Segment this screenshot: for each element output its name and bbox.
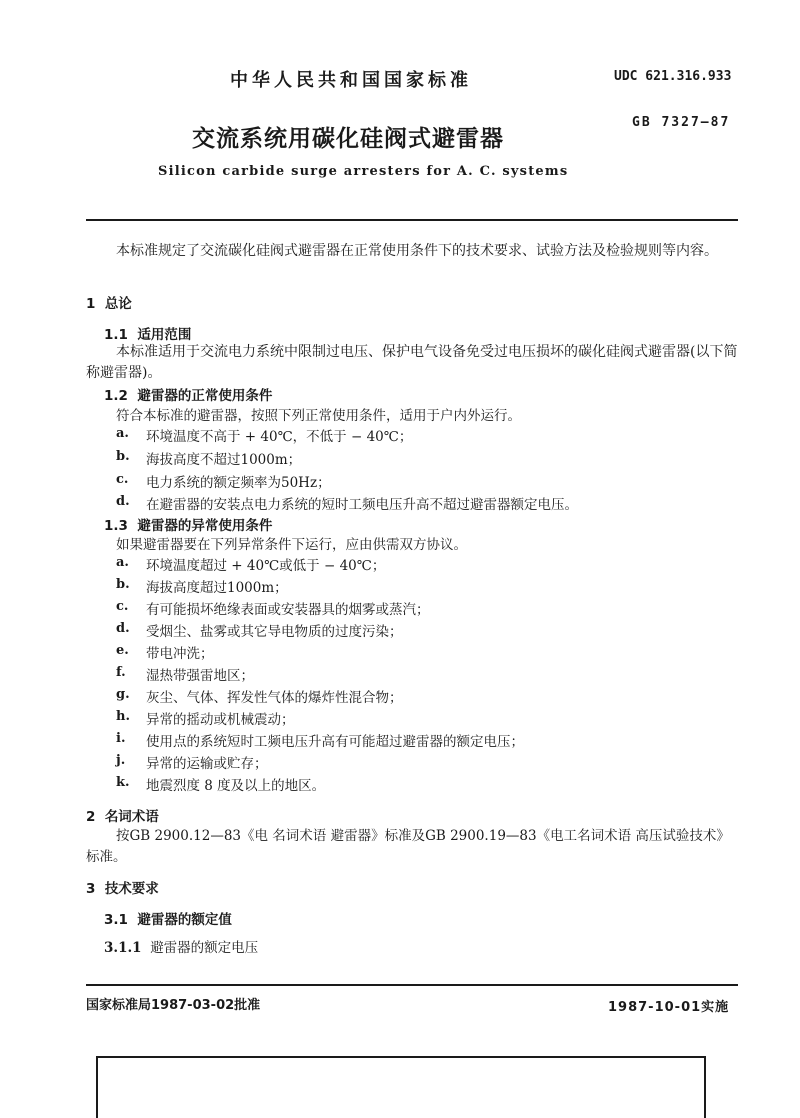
list-label: d. bbox=[116, 494, 130, 509]
list-label: d. bbox=[116, 621, 130, 636]
section-title: 避雷器的额定电压 bbox=[150, 940, 259, 956]
section-title: 适用范围 bbox=[137, 327, 192, 343]
list-item: 海拔高度不超过1000m； bbox=[146, 452, 302, 468]
section-number: 2 bbox=[86, 809, 96, 825]
list-label: j. bbox=[116, 753, 126, 768]
list-label: f. bbox=[116, 665, 126, 680]
section-number: 1 bbox=[86, 296, 96, 312]
list-item: 带电冲洗； bbox=[146, 646, 214, 662]
list-item: 环境温度不高于 + 40℃，不低于 − 40℃； bbox=[146, 429, 413, 445]
page-border-box bbox=[96, 1056, 706, 1118]
section-number: 1.2 bbox=[104, 388, 128, 404]
section-3-heading bbox=[86, 877, 159, 897]
list-item: 受烟尘、盐雾或其它导电物质的过度污染； bbox=[146, 624, 403, 640]
list-label: c. bbox=[116, 599, 129, 614]
list-item: 环境温度超过 + 40℃或低于 − 40℃； bbox=[146, 558, 386, 574]
section-title: 总论 bbox=[104, 296, 132, 312]
list-label: g. bbox=[116, 687, 130, 702]
effective-date: 1987-10-01实施 bbox=[608, 1000, 730, 1015]
intro-paragraph: 本标准规定了交流碳化硅阀式避雷器在正常使用条件下的技术要求、试验方法及检验规则等内容。 bbox=[116, 243, 718, 259]
list-label: k. bbox=[116, 775, 130, 790]
section-title: 技术要求 bbox=[104, 881, 159, 897]
list-item: 在避雷器的安装点电力系统的短时工频电压升高不超过避雷器额定电压。 bbox=[146, 497, 578, 513]
section-title: 避雷器的异常使用条件 bbox=[137, 518, 273, 534]
section-number: 1.3 bbox=[104, 518, 128, 534]
section-2-heading bbox=[86, 805, 159, 825]
section-number: 1.1 bbox=[104, 327, 128, 343]
section-1-1-heading bbox=[104, 323, 191, 343]
document-title-cn: 交流系统用碳化硅阀式避雷器 bbox=[192, 126, 504, 152]
section-title: 避雷器的额定值 bbox=[137, 912, 232, 928]
udc-code: UDC 621.316.933 bbox=[614, 69, 732, 84]
list-item: 有可能损坏绝缘表面或安装器具的烟雾或蒸汽； bbox=[146, 602, 430, 618]
list-label: a. bbox=[116, 555, 129, 570]
list-label: b. bbox=[116, 449, 130, 464]
section-2-text: 按GB 2900.12—83《电 名词术语 避雷器》标准及GB 2900.19—83《电工名词术语 高压试验技术》标准。 bbox=[86, 828, 730, 865]
section-number: 3.1 bbox=[104, 912, 128, 928]
list-label: h. bbox=[116, 709, 130, 724]
list-label: c. bbox=[116, 472, 129, 487]
list-label: b. bbox=[116, 577, 130, 592]
section-1-2-lead: 符合本标准的避雷器，按照下列正常使用条件，适用于户内外运行。 bbox=[116, 408, 521, 424]
list-label: e. bbox=[116, 643, 129, 658]
section-1-2-heading bbox=[104, 384, 272, 404]
header-rule bbox=[86, 219, 738, 221]
section-1-3-heading bbox=[104, 514, 272, 534]
list-label: a. bbox=[116, 426, 129, 441]
list-item: 异常的运输或贮存； bbox=[146, 756, 268, 772]
section-1-1-text: 本标准适用于交流电力系统中限制过电压、保护电气设备免受过电压损坏的碳化硅阀式避雷器(以下简称避雷器)。 bbox=[86, 344, 738, 381]
list-item: 电力系统的额定频率为50Hz； bbox=[146, 475, 331, 491]
section-3-1-1-heading bbox=[104, 936, 258, 956]
section-title: 名词术语 bbox=[104, 809, 159, 825]
section-3-1-heading bbox=[104, 908, 232, 928]
footer-rule bbox=[86, 984, 738, 986]
issuing-body: 中华人民共和国国家标准 bbox=[230, 70, 472, 91]
approval-date: 国家标准局1987-03-02批准 bbox=[86, 998, 261, 1013]
section-title: 避雷器的正常使用条件 bbox=[137, 388, 273, 404]
standard-number: GB 7327—87 bbox=[632, 115, 731, 130]
list-item: 海拔高度超过1000m； bbox=[146, 580, 288, 596]
list-item: 异常的摇动或机械震动； bbox=[146, 712, 295, 728]
list-item: 使用点的系统短时工频电压升高有可能超过避雷器的额定电压； bbox=[146, 734, 524, 750]
list-item: 地震烈度 8 度及以上的地区。 bbox=[146, 778, 326, 794]
list-item: 灰尘、气体、挥发性气体的爆炸性混合物； bbox=[146, 690, 403, 706]
list-label: i. bbox=[116, 731, 126, 746]
document-title-en: Silicon carbide surge arresters for A. C. systems bbox=[158, 164, 569, 179]
section-1-3-lead: 如果避雷器要在下列异常条件下运行，应由供需双方协议。 bbox=[116, 537, 467, 553]
section-number: 3 bbox=[86, 881, 96, 897]
section-number: 3.1.1 bbox=[104, 940, 142, 956]
list-item: 湿热带强雷地区； bbox=[146, 668, 254, 684]
section-1-heading bbox=[86, 292, 132, 312]
